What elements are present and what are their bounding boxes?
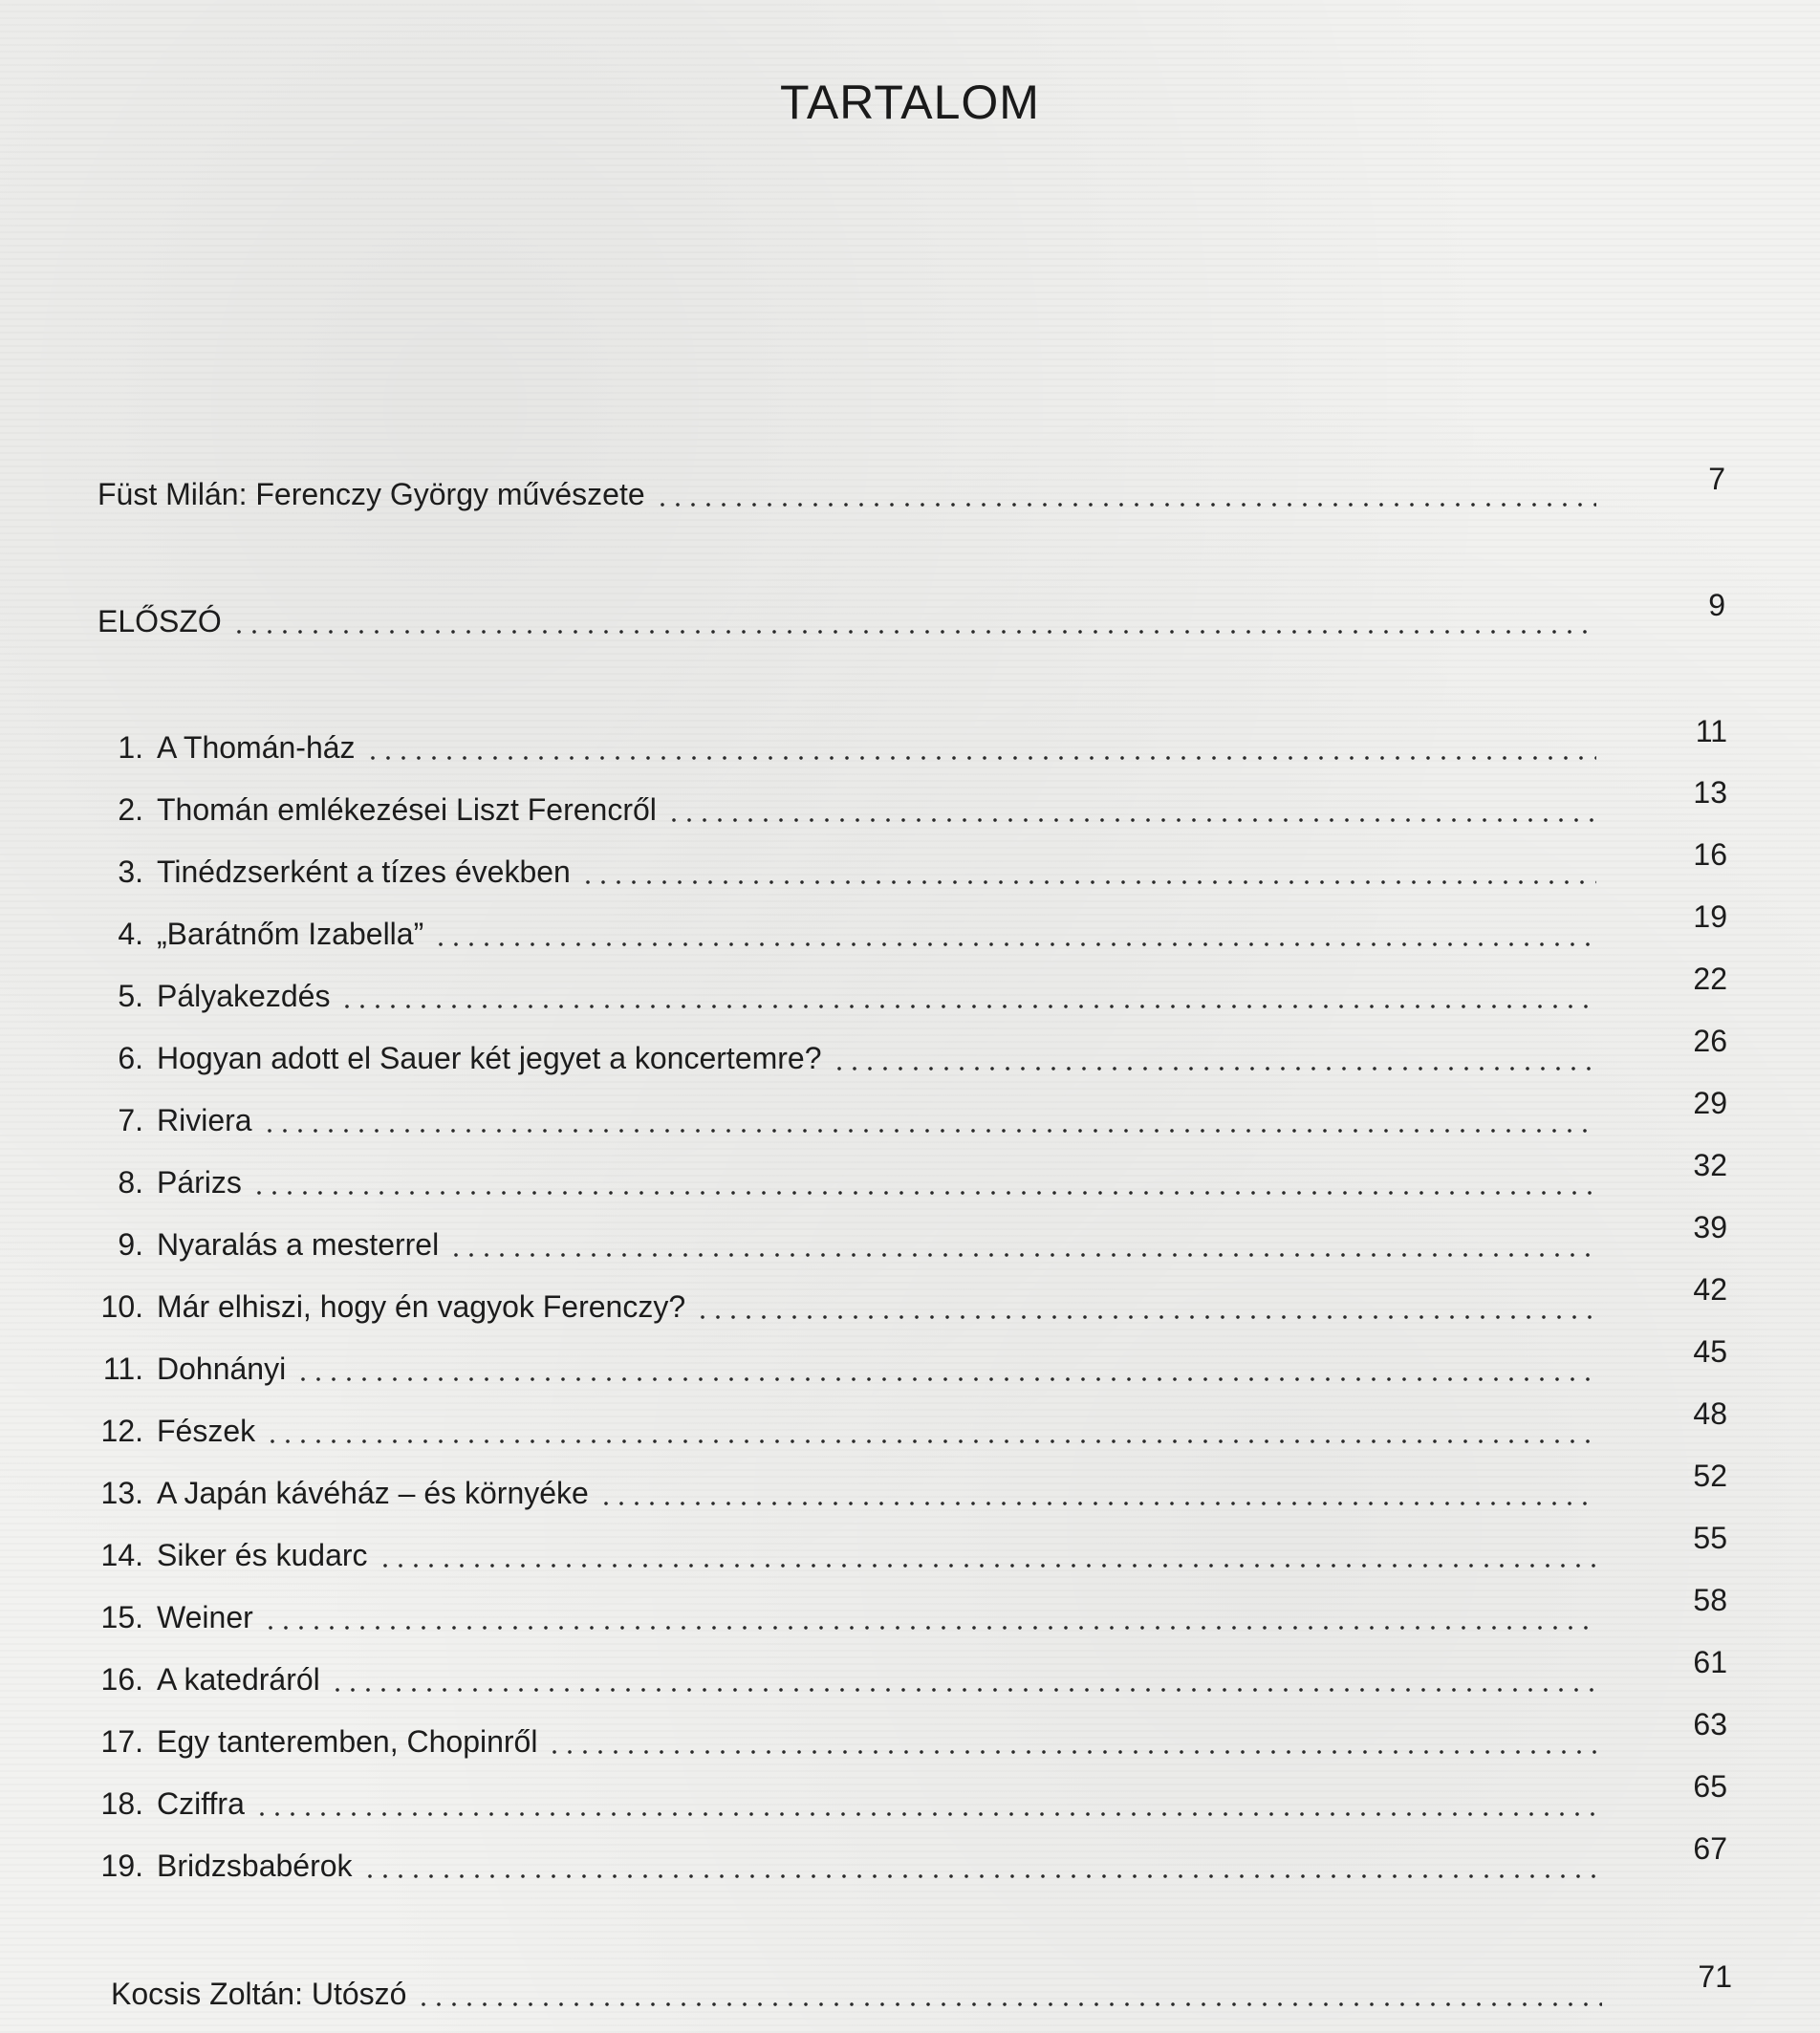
chapter-title: Riviera — [157, 1103, 252, 1137]
chapter-page: 67 — [1693, 1831, 1727, 1866]
toc-chapter-row — [96, 1216, 1596, 1260]
dot-leader — [695, 1315, 1596, 1319]
dot-leader — [655, 503, 1596, 507]
toc-chapter-row — [96, 719, 1596, 763]
toc-entry-label: Füst Milán: Ferenczy György művészete — [98, 477, 645, 511]
chapter-page: 13 — [1693, 775, 1727, 810]
chapter-title: Hogyan adott el Sauer két jegyet a koncertemre? — [157, 1041, 822, 1075]
toc-chapter-row — [96, 905, 1596, 949]
chapter-title: Párizs — [157, 1165, 242, 1200]
chapter-number: 6. — [118, 1041, 143, 1075]
chapter-page: 63 — [1693, 1707, 1727, 1741]
toc-entry-page: 7 — [1708, 462, 1725, 496]
dot-leader — [295, 1377, 1596, 1381]
toc-entry-page: 71 — [1698, 1959, 1732, 1994]
chapter-number: 16. — [100, 1662, 143, 1697]
chapter-page: 58 — [1693, 1583, 1727, 1617]
toc-chapter-row — [96, 967, 1596, 1011]
chapter-title: Dohnányi — [157, 1352, 287, 1386]
chapter-title: A Japán kávéház – és környéke — [157, 1476, 589, 1510]
toc-chapter-row — [96, 1589, 1596, 1633]
dot-leader — [231, 630, 1596, 634]
toc-chapter-row — [96, 1713, 1596, 1757]
chapter-number: 11. — [102, 1352, 143, 1386]
dot-leader — [416, 2002, 1602, 2006]
dot-leader — [598, 1502, 1596, 1505]
chapter-title: Bridzsbabérok — [157, 1849, 353, 1883]
toc-entry-eloszo — [98, 593, 1596, 637]
toc-chapter-row — [96, 1775, 1596, 1819]
toc-entry-label: ELŐSZÓ — [98, 604, 222, 638]
chapter-title: Egy tanteremben, Chopinről — [157, 1724, 538, 1759]
toc-entry-afterword — [111, 1965, 1602, 2009]
chapter-page: 26 — [1693, 1024, 1727, 1058]
chapter-title: Siker és kudarc — [157, 1538, 368, 1572]
chapter-title: Tinédzserként a tízes években — [157, 854, 571, 889]
chapter-number: 10. — [100, 1289, 143, 1324]
toc-chapter-row — [96, 1464, 1596, 1508]
dot-leader — [330, 1688, 1596, 1692]
toc-entry-foreword-fust — [98, 465, 1596, 509]
chapter-title: Már elhiszi, hogy én vagyok Ferenczy? — [157, 1289, 686, 1324]
chapter-number: 8. — [118, 1165, 143, 1200]
dot-leader — [254, 1812, 1596, 1816]
dot-leader — [265, 1439, 1596, 1443]
toc-chapter-row — [96, 1526, 1596, 1570]
dot-leader — [433, 942, 1596, 946]
toc-entry-label: Kocsis Zoltán: Utószó — [111, 1977, 407, 2011]
chapter-title: Pályakezdés — [157, 979, 331, 1013]
chapter-title: Cziffra — [157, 1786, 245, 1821]
chapter-page: 22 — [1693, 962, 1727, 996]
chapter-page: 29 — [1693, 1086, 1727, 1120]
chapter-title: A katedráról — [157, 1662, 320, 1697]
chapter-number: 7. — [118, 1103, 143, 1137]
chapter-title: Weiner — [157, 1600, 253, 1634]
chapter-title: Nyaralás a mesterrel — [157, 1227, 440, 1262]
chapter-number: 18. — [100, 1786, 143, 1821]
chapter-page: 48 — [1693, 1396, 1727, 1431]
toc-chapter-row — [96, 843, 1596, 887]
chapter-number: 1. — [118, 730, 143, 765]
toc-chapter-row — [96, 1402, 1596, 1446]
chapter-number: 19. — [100, 1849, 143, 1883]
dot-leader — [339, 1005, 1596, 1008]
chapter-number: 9. — [118, 1227, 143, 1262]
chapter-title: Thomán emlékezései Liszt Ferencről — [157, 792, 657, 827]
chapter-number: 5. — [118, 979, 143, 1013]
chapter-title: A Thomán-ház — [157, 730, 356, 765]
chapter-page: 55 — [1693, 1521, 1727, 1555]
chapter-number: 13. — [100, 1476, 143, 1510]
chapter-number: 14. — [100, 1538, 143, 1572]
toc-chapter-row — [96, 1837, 1596, 1881]
chapter-number: 3. — [118, 854, 143, 889]
chapter-title: Fészek — [157, 1414, 256, 1448]
chapter-page: 16 — [1693, 837, 1727, 872]
chapter-page: 65 — [1693, 1769, 1727, 1804]
dot-leader — [365, 756, 1596, 760]
chapter-page: 61 — [1693, 1645, 1727, 1679]
toc-chapter-row — [96, 1154, 1596, 1198]
chapter-number: 17. — [100, 1724, 143, 1759]
chapter-page: 52 — [1693, 1459, 1727, 1493]
toc-chapter-row — [96, 1029, 1596, 1073]
chapter-title: „Barátnőm Izabella” — [157, 917, 424, 951]
dot-leader — [832, 1067, 1596, 1071]
toc-chapter-row — [96, 1278, 1596, 1322]
dot-leader — [251, 1191, 1596, 1195]
toc-chapter-row — [96, 1092, 1596, 1135]
chapter-number: 2. — [118, 792, 143, 827]
dot-leader — [263, 1626, 1596, 1630]
toc-chapter-row — [96, 1340, 1596, 1384]
chapter-page: 11 — [1695, 714, 1727, 748]
chapter-page: 45 — [1693, 1334, 1727, 1369]
dot-leader — [262, 1129, 1596, 1133]
dot-leader — [547, 1750, 1596, 1754]
toc-chapter-row — [96, 781, 1596, 825]
dot-leader — [666, 818, 1596, 822]
toc-chapter-row — [96, 1651, 1596, 1695]
chapter-page: 39 — [1693, 1210, 1727, 1244]
chapter-page: 32 — [1693, 1148, 1727, 1182]
chapter-number: 12. — [100, 1414, 143, 1448]
toc-entry-page: 9 — [1708, 588, 1725, 622]
chapter-number: 15. — [100, 1600, 143, 1634]
dot-leader — [448, 1253, 1596, 1257]
dot-leader — [362, 1874, 1596, 1878]
chapter-number: 4. — [118, 917, 143, 951]
dot-leader — [378, 1564, 1596, 1568]
chapter-page: 19 — [1693, 899, 1727, 934]
chapter-page: 42 — [1693, 1272, 1727, 1307]
dot-leader — [580, 880, 1596, 884]
page-title: TARTALOM — [780, 76, 1040, 129]
